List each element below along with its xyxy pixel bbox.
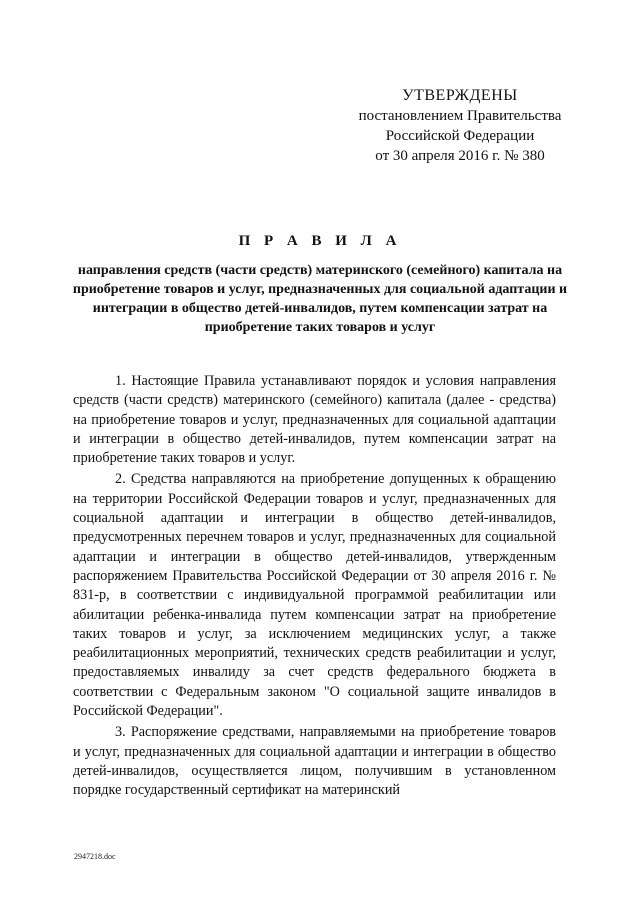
document-title: П Р А В И Л А — [238, 233, 402, 249]
approval-line-3: от 30 апреля 2016 г. № 380 — [375, 148, 545, 164]
file-name-footer: 2947218.doc — [74, 852, 116, 861]
approval-line-2: Российской Федерации — [385, 128, 535, 144]
document-subtitle: направления средств (части средств) материнского (семейного) капитала на приобретение товаров и услуг, предназначенных для социальной адаптации и интеграции в общество детей-инвалидов, путем компенсации затрат на приобретение таких товаров и услуг — [72, 263, 568, 335]
approval-line-1: постановлением Правительства — [358, 108, 562, 124]
document-body — [73, 372, 556, 803]
approval-heading: УТВЕРЖДЕНЫ — [402, 87, 518, 104]
paragraph-2: 2. Средства направляются на приобретение допущенных к обращению на территории Российской Федерации товаров и услуг, предназначенных для социальной адаптации и интеграции в общество детей-инвалидов, предусмотренных перечнем товаров и услуг, предназначенных для социальной адаптации и интеграции в общество детей-инвалидов, утвержденным распоряжением Правительства Российской Федерации от 30 апреля 2016 г. № 831-р, в соответствии с индивидуальной программой реабилитации или абилитации ребенка-инвалида путем компенсации затрат на приобретение таких товаров и услуг, за исключением медицинских услуг, а также реабилитационных мероприятий, технических средств реабилитации и услуг, предоставляемых инвалиду за счет средств федерального бюджета в соответствии с Федеральным законом "О социальной защите инвалидов в Российской Федерации". — [73, 471, 556, 720]
paragraph-1: 1. Настоящие Правила устанавливают порядок и условия направления средств (части средств) материнского (семейного) капитала (далее - средства) на приобретение товаров и услуг, предназначенных для социальной адаптации и интеграции в общество детей-инвалидов, путем компенсации затрат на приобретение таких товаров и услуг. — [73, 373, 556, 467]
approval-block — [330, 86, 590, 166]
paragraph-3: 3. Распоряжение средствами, направляемыми на приобретение товаров и услуг, предназначенных для социальной адаптации и интеграции в общество детей-инвалидов, осуществляется лицом, получившим в установленном порядке государственный сертификат на материнский — [73, 724, 556, 799]
